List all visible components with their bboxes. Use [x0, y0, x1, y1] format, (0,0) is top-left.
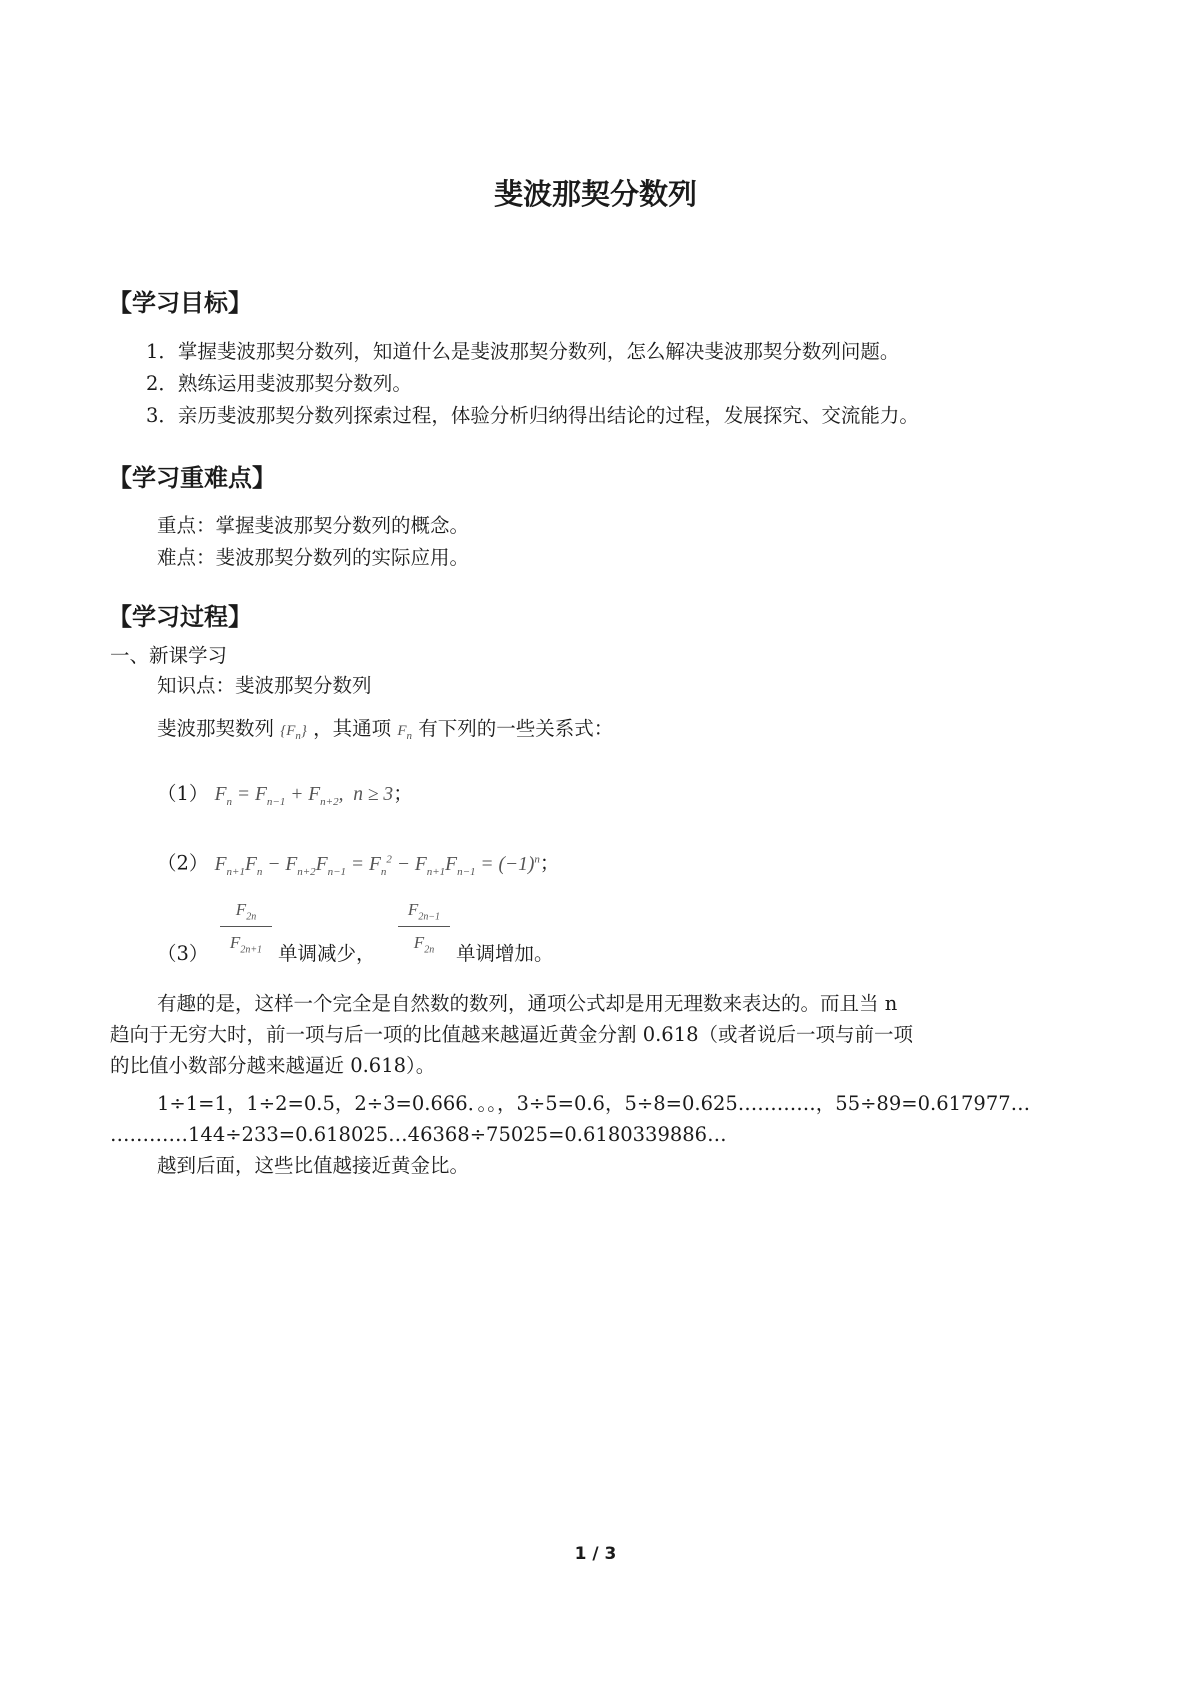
goal-item-2: 2．熟练运用斐波那契分数列。 [146, 372, 412, 395]
relation-3-text-a: 单调减少， [278, 942, 376, 965]
general-term-symbol: $F_n$ [397, 723, 412, 742]
paragraph-line: 有趣的是，这样一个完全是自然数的数列，通项公式却是用无理数来表达的。而且当 n [157, 992, 898, 1015]
relation-2-label: （2） [157, 851, 209, 875]
part-one-title: 一、新课学习 [110, 644, 228, 667]
knowledge-point: 知识点：斐波那契分数列 [157, 674, 372, 697]
fraction-even-over-odd: $\frac{F_{2n}}{F_{2n+1}}$ [220, 900, 272, 956]
relation-2-end: ； [539, 851, 560, 875]
intro-line [157, 715, 613, 750]
page-title: 斐波那契分数列 [493, 177, 697, 211]
goal-item-1: 1．掌握斐波那契分数列，知道什么是斐波那契分数列，怎么解决斐波那契分数列问题。 [146, 340, 900, 363]
relation-2 [157, 845, 559, 885]
page-number: 1 / 3 [574, 1544, 617, 1564]
paragraph-line: 趋向于无穷大时，前一项与后一项的比值越来越逼近黄金分割 0.618（或者说后一项与前一项 [110, 1023, 914, 1046]
fraction-odd-over-even: $\frac{F_{2n-1}}{F_{2n}}$ [398, 900, 450, 956]
difficult-point: 难点：斐波那契分数列的实际应用。 [157, 546, 470, 569]
key-point: 重点：掌握斐波那契分数列的概念。 [157, 514, 470, 537]
relation-1-end: ； [393, 782, 413, 805]
ratio-line: 1÷1=1，1÷2=0.5，2÷3=0.666．。。，3÷5=0.6，5÷8=0.625…………，55÷89=0.617977… [157, 1092, 1031, 1115]
formula-1: $F_n = F_{n-1} + F_{n+2}$, n ≥ 3 [214, 784, 394, 808]
formula-2: $F_{n+1}F_n - F_{n+2}F_{n-1} = F_n^2 - F_{n+1}F_{n-1} = (-1)^n$ [214, 853, 540, 878]
relation-1 [157, 780, 413, 816]
relation-1-label: （1） [157, 782, 209, 805]
sequence-symbol: $\{F_n\}$ [280, 723, 307, 742]
intro-text-b: ，其通项 [313, 717, 392, 740]
ratio-line: …………144÷233=0.618025…46368÷75025=0.6180339886… [110, 1123, 727, 1146]
intro-text-a: 斐波那契数列 [157, 717, 275, 740]
goals-heading: 【学习目标】 [108, 289, 252, 317]
relation-3-text-b: 单调增加。 [456, 942, 554, 965]
conclusion-line: 越到后面，这些比值越接近黄金比。 [157, 1154, 470, 1177]
intro-text-c: 有下列的一些关系式： [418, 717, 614, 740]
process-heading: 【学习过程】 [108, 603, 252, 631]
goal-item-3: 3．亲历斐波那契分数列探索过程，体验分析归纳得出结论的过程，发展探究、交流能力。 [146, 404, 919, 427]
paragraph-line: 的比值小数部分越来越逼近 0.618）。 [110, 1054, 436, 1077]
relation-3-label: （3） [157, 942, 209, 965]
key-points-heading: 【学习重难点】 [108, 464, 276, 492]
